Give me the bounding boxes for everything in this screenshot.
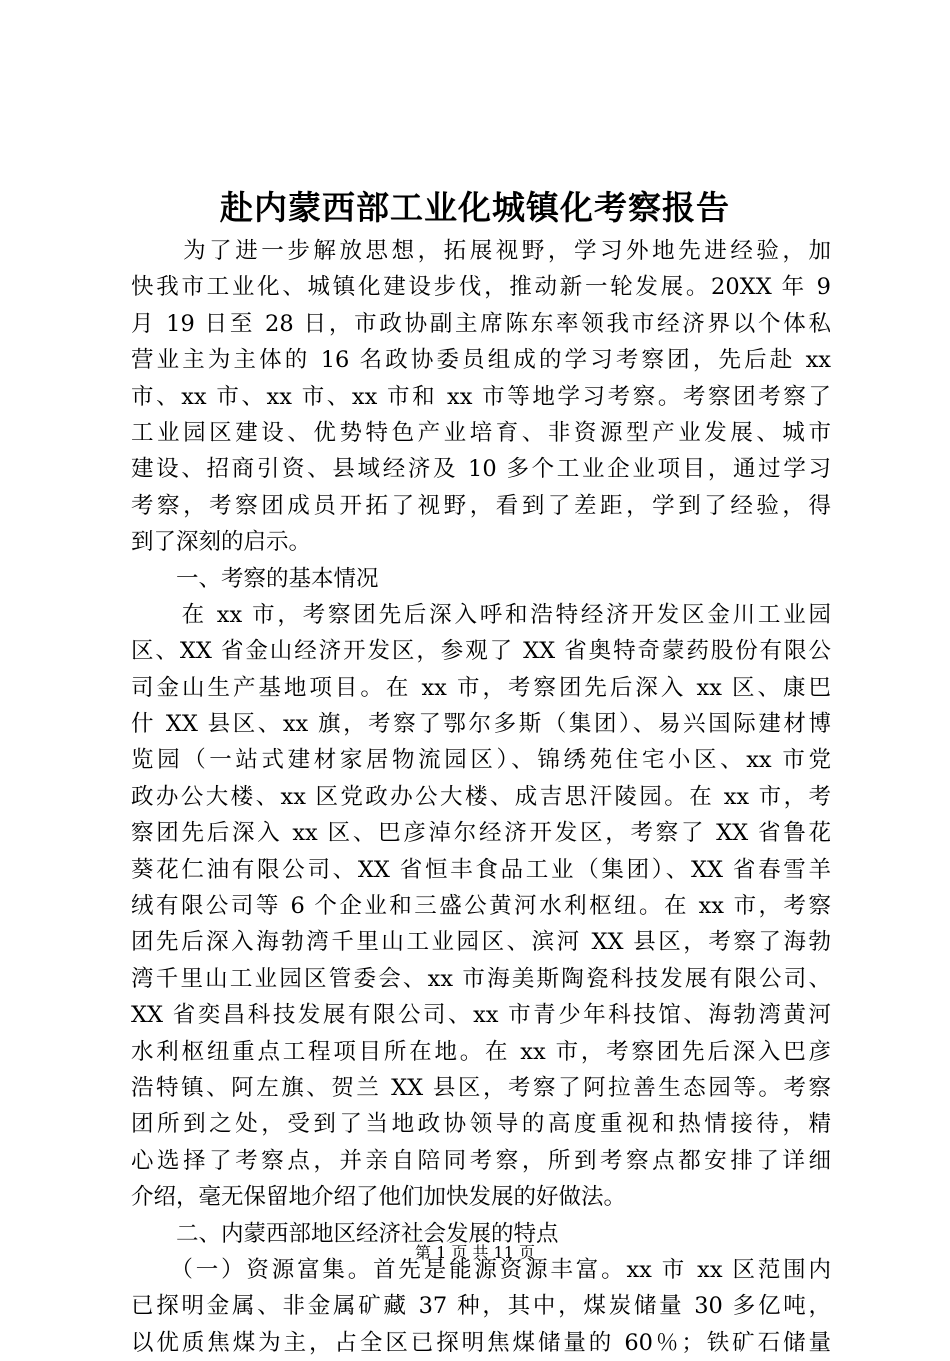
body-line: 一、考察的基本情况 — [131, 565, 379, 592]
body-line: 绒有限公司等 6 个企业和三盛公黄河水利枢纽。在 xx 市，考察 — [131, 893, 831, 920]
body-line: 介绍，毫无保留地介绍了他们加快发展的好做法。 — [131, 1184, 627, 1211]
body-line: 考察，考察团成员开拓了视野，看到了差距，学到了经验，得 — [131, 492, 831, 519]
body-line: 已探明金属、非金属矿藏 37 种，其中，煤炭储量 30 多亿吨， — [131, 1293, 831, 1320]
body-line: 什 XX 县区、xx 旗，考察了鄂尔多斯（集团）、易兴国际建材博 — [131, 711, 831, 738]
body-line: 区、XX 省金山经济开发区，参观了 XX 省奥特奇蒙药股份有限公 — [131, 638, 831, 665]
body-line: 政办公大楼、xx 区党政办公大楼、成吉思汗陵园。在 xx 市，考 — [131, 783, 831, 810]
body-line: 湾千里山工业园区管委会、xx 市海美斯陶瓷科技发展有限公司、 — [131, 965, 831, 992]
body-line: XX 省奕昌科技发展有限公司、xx 市青少年科技馆、海勃湾黄河 — [131, 1002, 831, 1029]
body-line: 以优质焦煤为主，占全区已探明焦煤储量的 60％；铁矿石储量 — [131, 1329, 831, 1356]
body-line: 快我市工业化、城镇化建设步伐，推动新一轮发展。20XX 年 9 — [131, 274, 831, 301]
body-line: 葵花仁油有限公司、XX 省恒丰食品工业（集团）、XX 省春雪羊 — [131, 856, 831, 883]
body-line: 水利枢纽重点工程项目所在地。在 xx 市，考察团先后深入巴彦 — [131, 1038, 831, 1065]
body-line: 在 xx 市，考察团先后深入呼和浩特经济开发区金川工业园 — [131, 601, 831, 628]
body-line: 司金山生产基地项目。在 xx 市，考察团先后深入 xx 区、康巴 — [131, 674, 831, 701]
body-line: （一）资源富集。首先是能源资源丰富。xx 市 xx 区范围内 — [131, 1256, 831, 1283]
body-line: 团先后深入海勃湾千里山工业园区、滨河 XX 县区，考察了海勃 — [131, 929, 831, 956]
body-line: 市、xx 市、xx 市、xx 市和 xx 市等地学习考察。考察团考察了 — [131, 383, 831, 410]
body-line: 为了进一步解放思想，拓展视野，学习外地先进经验，加 — [131, 238, 831, 264]
body-line: 二、内蒙西部地区经济社会发展的特点 — [131, 1220, 559, 1247]
document-body — [131, 233, 831, 1361]
page-footer: 第 1 页 共 11 页 — [415, 1243, 535, 1262]
body-line: 月 19 日至 28 日，市政协副主席陈东率领我市经济界以个体私 — [131, 310, 831, 337]
body-line: 营业主为主体的 16 名政协委员组成的学习考察团，先后赴 xx — [131, 347, 831, 374]
body-line: 览园（一站式建材家居物流园区）、锦绣苑住宅小区、xx 市党 — [131, 747, 831, 774]
body-line: 浩特镇、阿左旗、贺兰 XX 县区，考察了阿拉善生态园等。考察 — [131, 1074, 831, 1101]
body-line: 到了深刻的启示。 — [131, 529, 312, 556]
body-line: 工业园区建设、优势特色产业培育、非资源型产业发展、城市 — [131, 419, 831, 446]
body-line: 心选择了考察点，并亲自陪同考察，所到考察点都安排了详细 — [131, 1147, 831, 1174]
body-line: 建设、招商引资、县域经济及 10 多个工业企业项目，通过学习 — [131, 456, 831, 483]
document-title: 赴内蒙西部工业化城镇化考察报告 — [220, 188, 730, 227]
body-line: 察团先后深入 xx 区、巴彦淖尔经济开发区，考察了 XX 省鲁花 — [131, 820, 831, 847]
body-line: 团所到之处，受到了当地政协领导的高度重视和热情接待，精 — [131, 1111, 831, 1138]
